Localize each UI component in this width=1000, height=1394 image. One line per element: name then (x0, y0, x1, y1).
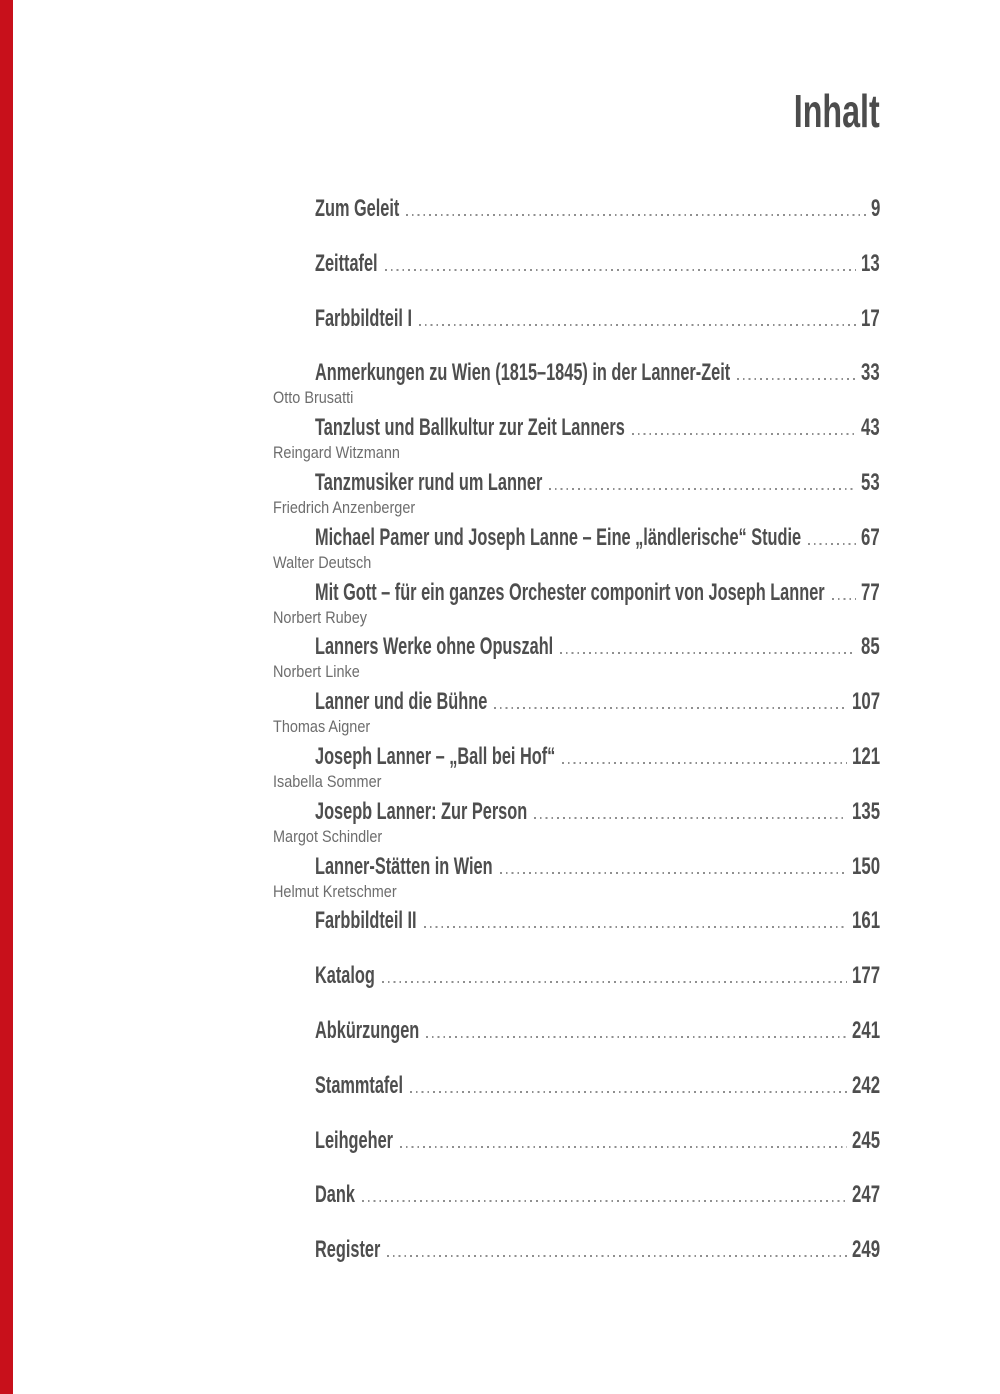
dot-leader (500, 872, 847, 874)
toc-entry (273, 908, 880, 963)
dot-leader (494, 707, 847, 709)
toc-entry-page: 177 (851, 962, 880, 990)
dot-leader (382, 981, 847, 983)
toc-entry-page: 107 (851, 688, 880, 716)
table-of-contents (273, 196, 880, 1292)
toc-entry-page: 121 (851, 742, 880, 770)
dot-leader (549, 488, 856, 490)
toc-entry-page: 161 (851, 907, 880, 935)
toc-entry (273, 1073, 880, 1128)
toc-entry-author: Friedrich Anzenberger (273, 497, 416, 517)
toc-entry (273, 251, 880, 306)
toc-entry-page: 85 (861, 633, 880, 661)
toc-entry-title: Abkürzungen (315, 1016, 420, 1044)
dot-leader (426, 1036, 847, 1038)
toc-entry (273, 1018, 880, 1073)
toc-entry-author: Reingard Witzmann (273, 443, 400, 463)
dot-leader (832, 598, 857, 600)
toc-entry-title: Farbbildteil II (315, 907, 417, 935)
toc-entry-title: Michael Pamer und Joseph Lanne – Eine „ländlerische“ Studie (315, 523, 802, 551)
toc-entry-title: Zeittafel (315, 249, 378, 277)
toc-entry-page: 249 (851, 1236, 880, 1264)
toc-entry-title: Lanner-Stätten in Wien (315, 852, 493, 880)
toc-entry-page: 150 (851, 852, 880, 880)
dot-leader (737, 378, 856, 380)
toc-entry-page: 77 (861, 578, 880, 606)
toc-entry-title: Mit Gott – für ein ganzes Orchester componirt von Joseph Lanner (315, 578, 825, 606)
toc-entry-page: 17 (861, 304, 880, 332)
toc-entry-title: Joseph Lanner – „Ball bei Hof“ (315, 742, 556, 770)
toc-entry-title: Zum Geleit (315, 195, 400, 222)
toc-entry (273, 963, 880, 1018)
toc-entry-title: Dank (315, 1181, 355, 1209)
toc-entry-page: 247 (851, 1181, 880, 1209)
toc-entry-author: Margot Schindler (273, 826, 383, 846)
toc-entry-page: 9 (870, 195, 880, 222)
toc-entry (273, 360, 880, 415)
toc-entry-title: Tanzlust und Ballkultur zur Zeit Lanners (315, 414, 625, 442)
toc-entry-title: Lanners Werke ohne Opuszahl (315, 633, 554, 661)
toc-entry-author: Isabella Sommer (273, 771, 382, 791)
toc-entry-author: Norbert Linke (273, 662, 360, 682)
toc-entry (273, 1237, 880, 1292)
toc-entry-page: 135 (851, 797, 880, 825)
toc-entry-page: 33 (861, 359, 880, 387)
toc-entry-author: Walter Deutsch (273, 552, 372, 572)
dot-leader (406, 214, 865, 216)
dot-leader (534, 817, 847, 819)
dot-leader (410, 1091, 847, 1093)
toc-entry-title: Stammtafel (315, 1071, 403, 1099)
dot-leader (387, 1255, 847, 1257)
toc-entry-page: 67 (861, 523, 880, 551)
toc-entry (273, 306, 880, 361)
toc-entry-title: Leihgeher (315, 1126, 393, 1154)
toc-entry (273, 799, 880, 854)
toc-entry-page: 43 (861, 414, 880, 442)
toc-entry-author: Helmut Kretschmer (273, 881, 397, 901)
dot-leader (400, 1146, 847, 1148)
toc-entry-title: Josepb Lanner: Zur Person (315, 797, 528, 825)
dot-leader (632, 433, 857, 435)
toc-entry (273, 196, 880, 251)
toc-entry-author: Thomas Aigner (273, 717, 371, 737)
dot-leader (424, 926, 847, 928)
red-edge-strip (0, 0, 13, 1394)
toc-entry (273, 689, 880, 744)
toc-entry-title: Katalog (315, 962, 375, 990)
page-title: Inhalt (794, 85, 880, 137)
toc-entry-page: 13 (861, 249, 880, 277)
toc-entry-page: 245 (851, 1126, 880, 1154)
toc-entry (273, 1182, 880, 1237)
toc-entry (273, 470, 880, 525)
toc-entry-page: 53 (861, 468, 880, 496)
toc-entry-title: Lanner und die Bühne (315, 688, 488, 716)
toc-entry (273, 744, 880, 799)
dot-leader (562, 762, 847, 764)
toc-entry (273, 854, 880, 909)
dot-leader (560, 652, 856, 654)
toc-entry-page: 241 (851, 1016, 880, 1044)
toc-entry (273, 634, 880, 689)
dot-leader (808, 543, 856, 545)
toc-entry-title: Register (315, 1236, 381, 1264)
toc-entry (273, 525, 880, 580)
toc-entry-author: Otto Brusatti (273, 388, 354, 408)
toc-entry (273, 415, 880, 470)
toc-entry-title: Farbbildteil I (315, 304, 413, 332)
page-title-wrap (794, 86, 880, 136)
toc-entry (273, 1128, 880, 1183)
dot-leader (362, 1200, 847, 1202)
toc-entry-title: Tanzmusiker rund um Lanner (315, 468, 543, 496)
dot-leader (419, 324, 856, 326)
toc-entry (273, 580, 880, 635)
toc-entry-page: 242 (851, 1071, 880, 1099)
toc-entry-author: Norbert Rubey (273, 607, 367, 627)
dot-leader (385, 269, 857, 271)
toc-entry-title: Anmerkungen zu Wien (1815–1845) in der Lanner-Zeit (315, 359, 731, 387)
